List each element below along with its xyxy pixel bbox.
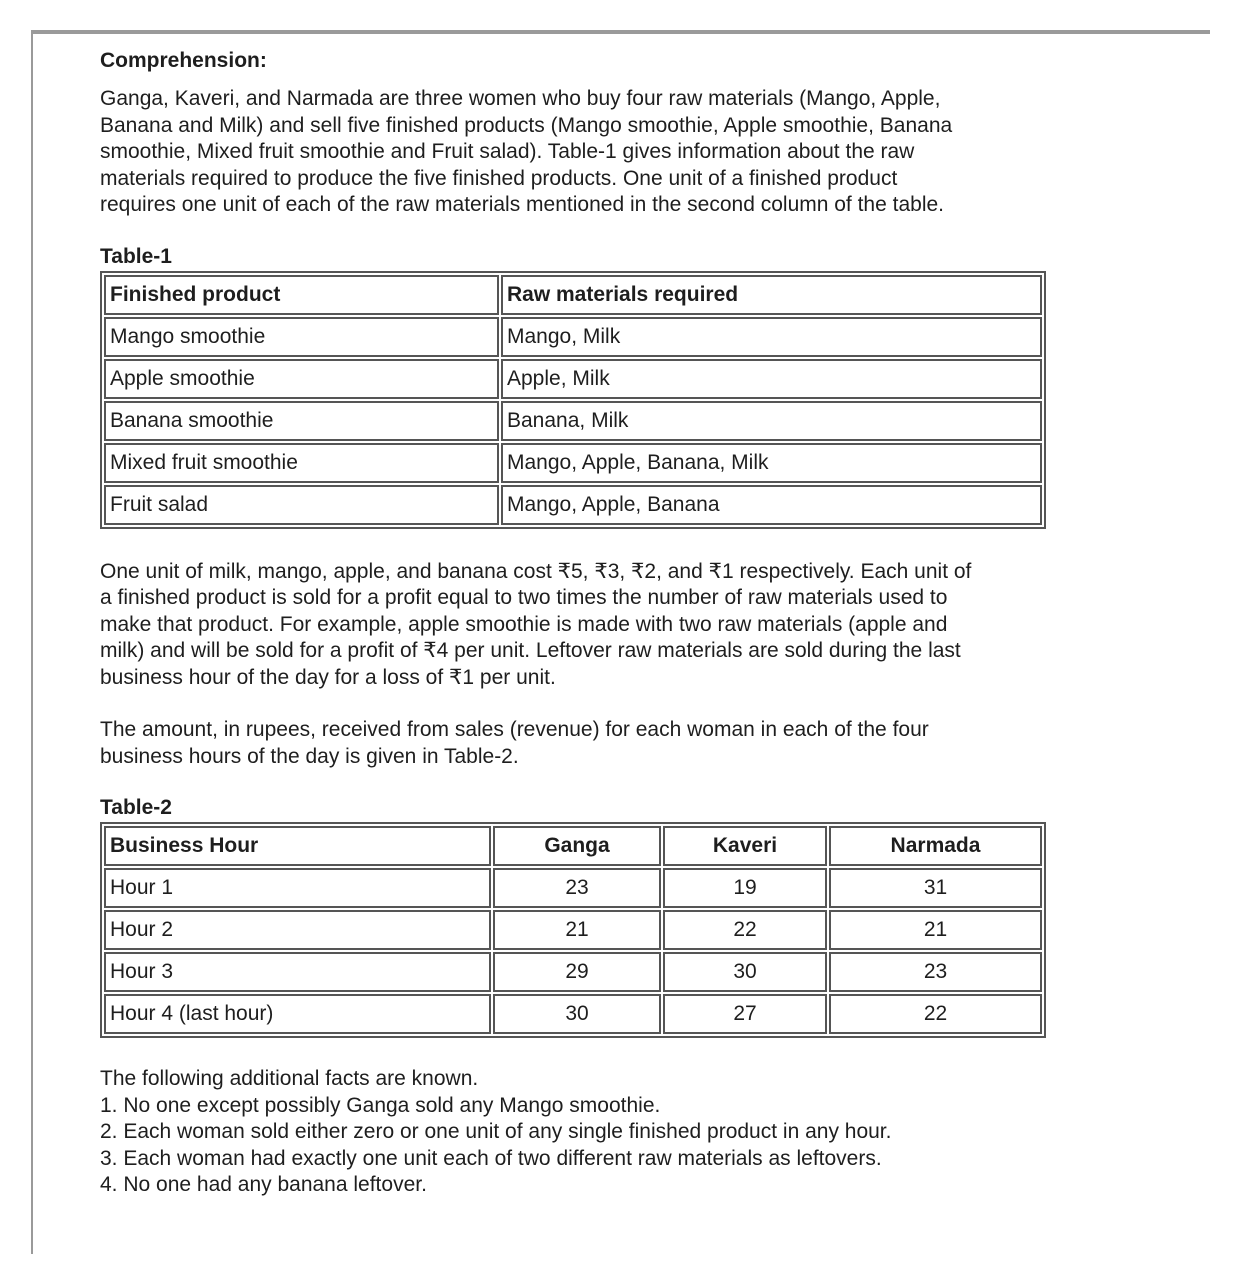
revenue-paragraph: The amount, in rupees, received from sales (revenue) for each woman in each of the four business hours of the day is given in Table-2.	[100, 718, 929, 768]
table-cell: 21	[493, 910, 661, 950]
pricing-paragraph: One unit of milk, mango, apple, and banana cost ₹5, ₹3, ₹2, and ₹1 respectively. Each unit of a finished product is sold for a profit equal to two times the number of raw materials used to make that product. For example, apple smoothie is made with two raw materials (apple and milk) and will be sold for a profit of ₹4 per unit. Leftover raw materials are sold during the last business hour of the day for a loss of ₹1 per unit.	[100, 559, 972, 689]
document-content	[100, 48, 1050, 1199]
table-cell: Hour 1	[104, 868, 491, 908]
table-row	[104, 359, 1042, 399]
table-row	[104, 868, 1042, 908]
table-cell: Hour 4 (last hour)	[104, 994, 491, 1034]
table-cell: Fruit salad	[104, 485, 499, 525]
table-row	[104, 443, 1042, 483]
table-cell: 22	[663, 910, 827, 950]
table-cell: 21	[829, 910, 1042, 950]
table2-header-cell: Kaveri	[663, 826, 827, 866]
table1-caption: Table-1	[100, 244, 172, 268]
table-cell: 22	[829, 994, 1042, 1034]
table-cell: 19	[663, 868, 827, 908]
table-row	[104, 485, 1042, 525]
table-cell: Hour 2	[104, 910, 491, 950]
page-top-border	[31, 30, 1210, 34]
table-cell: Banana, Milk	[501, 401, 1042, 441]
table-row	[104, 910, 1042, 950]
table2	[100, 822, 1046, 1038]
table-row	[104, 994, 1042, 1034]
table1-header-row	[104, 275, 1042, 315]
table-row	[104, 401, 1042, 441]
page-left-border	[31, 30, 33, 1254]
table-cell: Apple, Milk	[501, 359, 1042, 399]
comprehension-heading: Comprehension:	[100, 49, 267, 72]
table1-header-cell: Raw materials required	[501, 275, 1042, 315]
table2-header-row	[104, 826, 1042, 866]
table1-header-cell: Finished product	[104, 275, 499, 315]
table2-header-cell: Ganga	[493, 826, 661, 866]
table1	[100, 271, 1046, 529]
table-row	[104, 317, 1042, 357]
fact-item: 2. Each woman sold either zero or one unit of any single finished product in any hour.	[100, 1120, 892, 1143]
fact-item: 1. No one except possibly Ganga sold any Mango smoothie.	[100, 1093, 661, 1117]
table-cell: 31	[829, 868, 1042, 908]
table-cell: 27	[663, 994, 827, 1034]
table-cell: Mixed fruit smoothie	[104, 443, 499, 483]
table-cell: 30	[493, 994, 661, 1034]
table-cell: 29	[493, 952, 661, 992]
table-cell: Mango, Apple, Banana, Milk	[501, 443, 1042, 483]
table-cell: Mango, Milk	[501, 317, 1042, 357]
fact-item: 3. Each woman had exactly one unit each of two different raw materials as leftovers.	[100, 1146, 882, 1170]
intro-paragraph: Ganga, Kaveri, and Narmada are three women who buy four raw materials (Mango, Apple, Banana and Milk) and sell five finished products (Mango smoothie, Apple smoothie, Banana smoothie, Mixed fruit smoothie and Fruit salad). Table-1 gives information about the raw materials required to produce the five finished products. One unit of a finished product requires one unit of each of the raw materials mentioned in the second column of the table.	[100, 87, 953, 216]
table-cell: Apple smoothie	[104, 359, 499, 399]
table-cell: Mango smoothie	[104, 317, 499, 357]
table-cell: Banana smoothie	[104, 401, 499, 441]
table2-header-cell: Business Hour	[104, 826, 491, 866]
table2-header-cell: Narmada	[829, 826, 1042, 866]
table-cell: Mango, Apple, Banana	[501, 485, 1042, 525]
table-cell: 23	[493, 868, 661, 908]
table2-caption: Table-2	[100, 796, 172, 819]
table-cell: 30	[663, 952, 827, 992]
fact-item: 4. No one had any banana leftover.	[100, 1173, 427, 1196]
facts-intro: The following additional facts are known.	[100, 1067, 479, 1090]
table-cell: Hour 3	[104, 952, 491, 992]
table-cell: 23	[829, 952, 1042, 992]
table-row	[104, 952, 1042, 992]
